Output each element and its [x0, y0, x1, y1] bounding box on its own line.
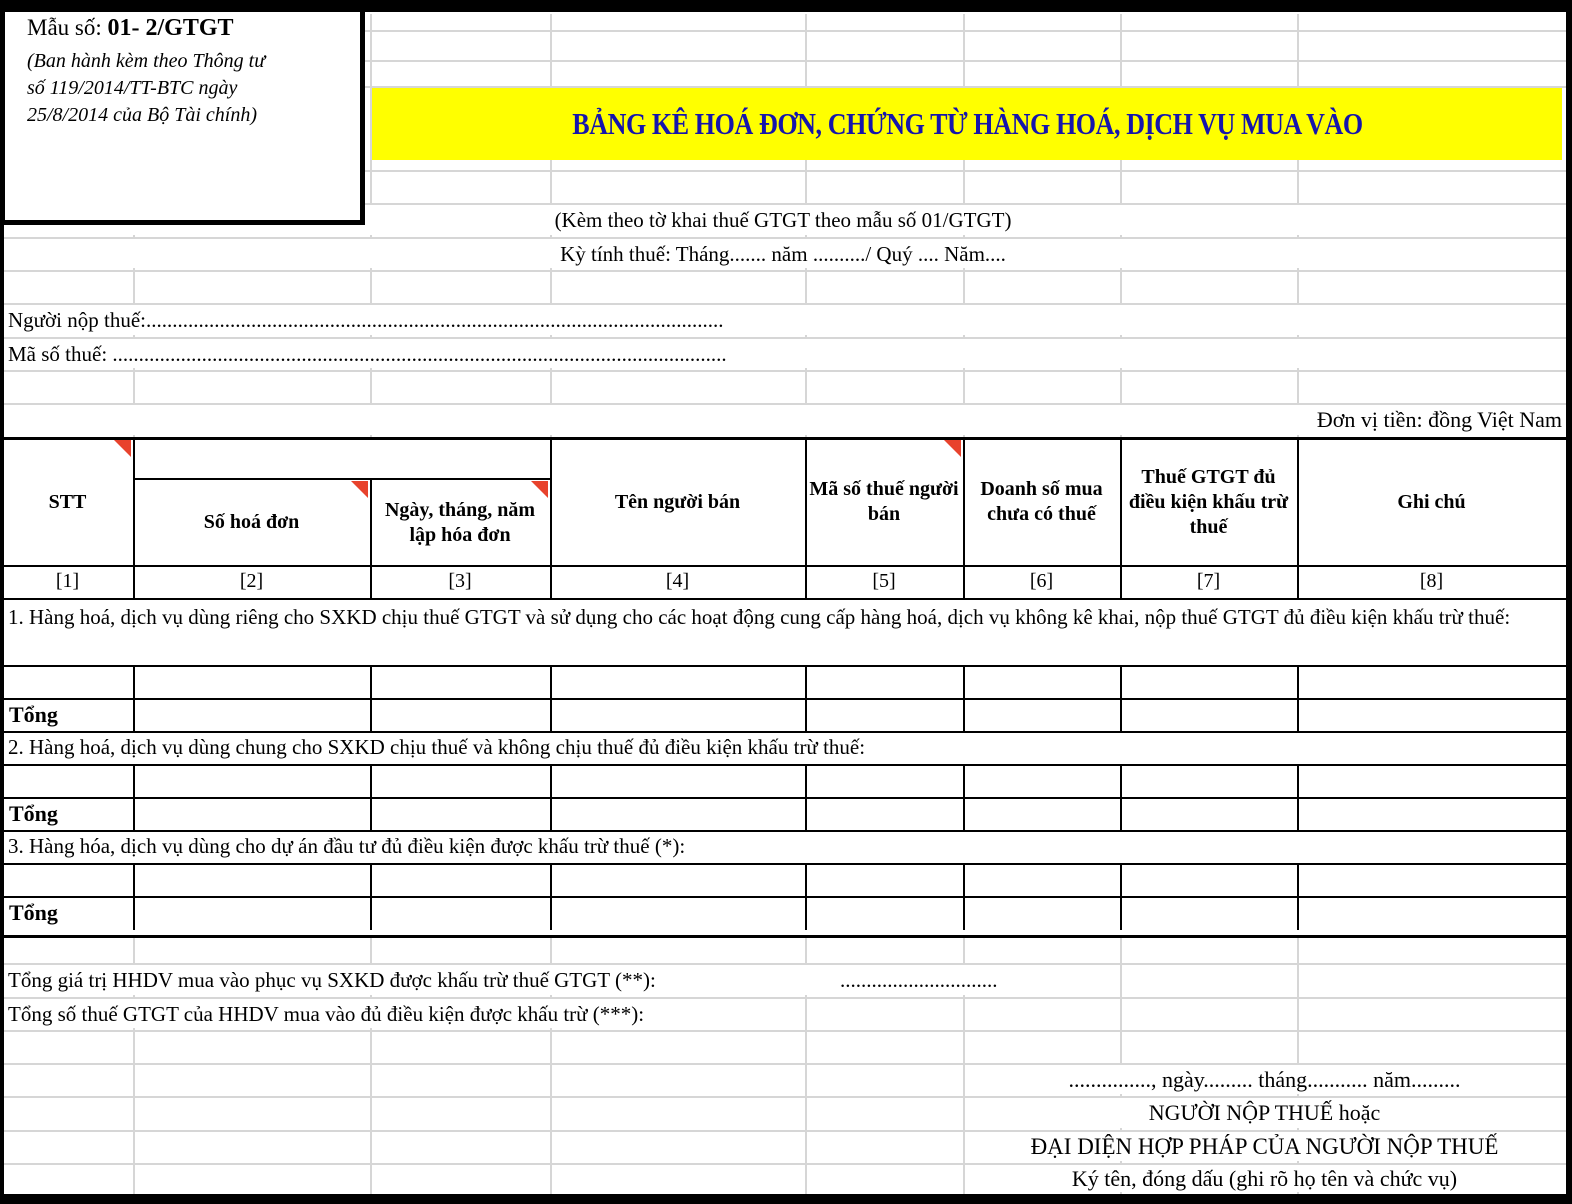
total-value-cell[interactable] [552, 799, 805, 828]
total-value-cell[interactable] [1122, 700, 1297, 729]
table-border [805, 437, 807, 598]
signature-instruction-line: Ký tên, đóng dấu (ghi rõ họ tên và chức vụ) [965, 1165, 1564, 1192]
total-value-cell[interactable] [1122, 898, 1297, 928]
form-number-box [0, 0, 365, 225]
issued-note-line1: (Ban hành kèm theo Thông tư [27, 50, 266, 72]
table-border [133, 437, 135, 598]
total-value-cell[interactable] [135, 898, 370, 928]
invoice-data-cell[interactable] [1299, 766, 1564, 795]
total-value-cell[interactable] [1299, 898, 1564, 928]
col-index-2: [2] [239, 570, 264, 592]
table-border [550, 437, 552, 598]
signature-date-line[interactable]: ..............., ngày......... tháng........... năm......... [965, 1065, 1564, 1094]
title-banner [372, 88, 1562, 160]
table-border [0, 830, 1566, 832]
col-index-7: [7] [1196, 570, 1221, 592]
invoice-data-cell[interactable] [372, 766, 550, 795]
invoice-data-cell[interactable] [1122, 667, 1297, 696]
issued-note-line2: số 119/2014/TT-BTC ngày [27, 77, 238, 99]
invoice-data-cell[interactable] [2, 667, 133, 696]
header-seller-name: Tên người bán [614, 490, 741, 513]
total-value-cell[interactable] [552, 700, 805, 729]
invoice-data-cell[interactable] [965, 766, 1120, 795]
signature-role-suffix: hoặc [1333, 1100, 1381, 1125]
invoice-data-cell[interactable] [552, 766, 805, 795]
comment-marker-icon [944, 440, 961, 457]
col-index-5: [5] [872, 570, 896, 592]
total-value-cell[interactable] [1122, 799, 1297, 828]
table-border [963, 437, 965, 598]
invoice-data-cell[interactable] [552, 865, 805, 894]
gridline [4, 370, 1566, 372]
table-border [1120, 437, 1122, 598]
section-3-heading: 3. Hàng hóa, dịch vụ dùng cho dự án đầu tư đủ điều kiện được khấu trừ thuế (*): [2, 832, 1570, 861]
header-purchase-value: Doanh số mua chưa có thuế [980, 478, 1103, 525]
total-value-cell[interactable] [1299, 799, 1564, 828]
page-top-border [0, 0, 1572, 12]
invoice-data-cell[interactable] [965, 667, 1120, 696]
total-value-cell[interactable] [807, 700, 963, 729]
invoice-data-cell[interactable] [372, 865, 550, 894]
table-border [0, 598, 1566, 600]
total-purchase-value-field[interactable]: .............................. [840, 968, 998, 992]
header-invoice-date: Ngày, tháng, năm lập hóa đơn [384, 498, 536, 546]
total-purchase-value-label: Tổng giá trị HHDV mua vào phục vụ SXKD được khấu trừ thuế GTGT (**): [8, 968, 656, 992]
invoice-data-cell[interactable] [807, 667, 963, 696]
col-index-3: [3] [448, 570, 472, 592]
invoice-data-cell[interactable] [1299, 865, 1564, 894]
col-index-1: [1] [55, 570, 80, 592]
total-value-cell[interactable] [372, 898, 550, 928]
tax-period-row[interactable]: Kỳ tính thuế: Tháng....... năm ........../ Quý .... Năm.... [4, 239, 1562, 268]
total-value-cell[interactable] [965, 799, 1120, 828]
comment-marker-icon [531, 481, 548, 498]
header-invoice-number: Số hoá đơn [203, 511, 300, 533]
taxpayer-code-field[interactable]: Mã số thuế: ..................................................................................................................... [4, 339, 1566, 368]
total-value-cell[interactable] [965, 898, 1120, 928]
signature-role-caps: NGƯỜI NỘP THUẾ [1148, 1100, 1334, 1125]
page-bottom-border [0, 1194, 1572, 1204]
page-right-border [1566, 0, 1572, 1204]
invoice-data-cell[interactable] [2, 865, 133, 894]
total-value-cell[interactable] [135, 799, 370, 828]
invoice-data-cell[interactable] [1122, 865, 1297, 894]
section-1-total-label: Tổng [9, 701, 58, 727]
invoice-data-cell[interactable] [1122, 766, 1297, 795]
section-2-heading: 2. Hàng hoá, dịch vụ dùng chung cho SXKD chịu thuế và không chịu thuế đủ điều kiện khấu trừ thuế: [2, 733, 1570, 762]
gridline [4, 1030, 1566, 1032]
form-number-line [27, 15, 354, 42]
invoice-data-cell[interactable] [135, 865, 370, 894]
total-value-cell[interactable] [1299, 700, 1564, 729]
currency-note: Đơn vị tiền: đồng Việt Nam [4, 405, 1570, 435]
gridline [4, 270, 1566, 272]
total-value-cell[interactable] [807, 898, 963, 928]
invoice-data-cell[interactable] [807, 865, 963, 894]
table-border [0, 731, 1566, 733]
table-border [133, 478, 550, 480]
issued-note-line3: 25/8/2014 của Bộ Tài chính) [27, 104, 257, 126]
total-purchase-value-row [4, 965, 1120, 995]
invoice-data-cell[interactable] [1299, 667, 1564, 696]
table-border [1297, 437, 1299, 598]
col-index-8: [8] [1419, 570, 1444, 592]
comment-marker-icon [351, 481, 368, 498]
invoice-data-cell[interactable] [135, 667, 370, 696]
total-value-cell[interactable] [135, 700, 370, 729]
form-number-code: 01- 2/GTGT [107, 15, 234, 41]
invoice-data-cell[interactable] [965, 865, 1120, 894]
invoice-data-cell[interactable] [552, 667, 805, 696]
total-vat-label: Tổng số thuế GTGT của HHDV mua vào đủ điều kiện được khấu trừ (***): [4, 999, 805, 1028]
header-stt: STT [48, 490, 87, 513]
col-index-4: [4] [665, 570, 690, 592]
taxpayer-name-field[interactable]: Người nộp thuế:.............................................................................................................. [4, 305, 1566, 335]
invoice-data-cell[interactable] [135, 766, 370, 795]
invoice-data-cell[interactable] [372, 667, 550, 696]
col-index-6: [6] [1029, 570, 1054, 592]
section-1-heading: 1. Hàng hoá, dịch vụ dùng riêng cho SXKD chịu thuế GTGT và sử dụng cho các hoạt động cung cấp hàng hoá, dịch vụ không kê khai, nộp thuế GTGT đủ điều kiện khấu trừ thuế: [2, 600, 1570, 665]
subtitle-row: (Kèm theo tờ khai thuế GTGT theo mẫu số 01/GTGT) [4, 205, 1562, 235]
signature-role-line [965, 1098, 1564, 1128]
header-vat-deductible: Thuế GTGT đủ điều kiện khấu trừ thuế [1128, 465, 1289, 538]
total-value-cell[interactable] [372, 799, 550, 828]
total-value-cell[interactable] [807, 799, 963, 828]
form-number-label: Mẫu số: [27, 15, 108, 40]
total-value-cell[interactable] [372, 700, 550, 729]
invoice-data-cell[interactable] [2, 766, 133, 795]
signature-representative-line: ĐẠI DIỆN HỢP PHÁP CỦA NGƯỜI NỘP THUẾ [965, 1132, 1564, 1161]
table-border [0, 565, 1566, 567]
invoice-data-cell[interactable] [807, 766, 963, 795]
comment-marker-icon [114, 440, 131, 457]
section-3-total-label: Tổng [9, 900, 58, 925]
total-value-cell[interactable] [552, 898, 805, 928]
page-title: BẢNG KÊ HOÁ ĐƠN, CHỨNG TỪ HÀNG HOÁ, DỊCH VỤ MUA VÀO [571, 106, 1363, 141]
header-note: Ghi chú [1397, 490, 1466, 513]
page-left-border [0, 0, 4, 1204]
section-2-total-label: Tổng [9, 800, 58, 826]
total-value-cell[interactable] [965, 700, 1120, 729]
header-seller-tax-code: Mã số thuế người bán [809, 478, 959, 525]
table-border [370, 478, 372, 598]
